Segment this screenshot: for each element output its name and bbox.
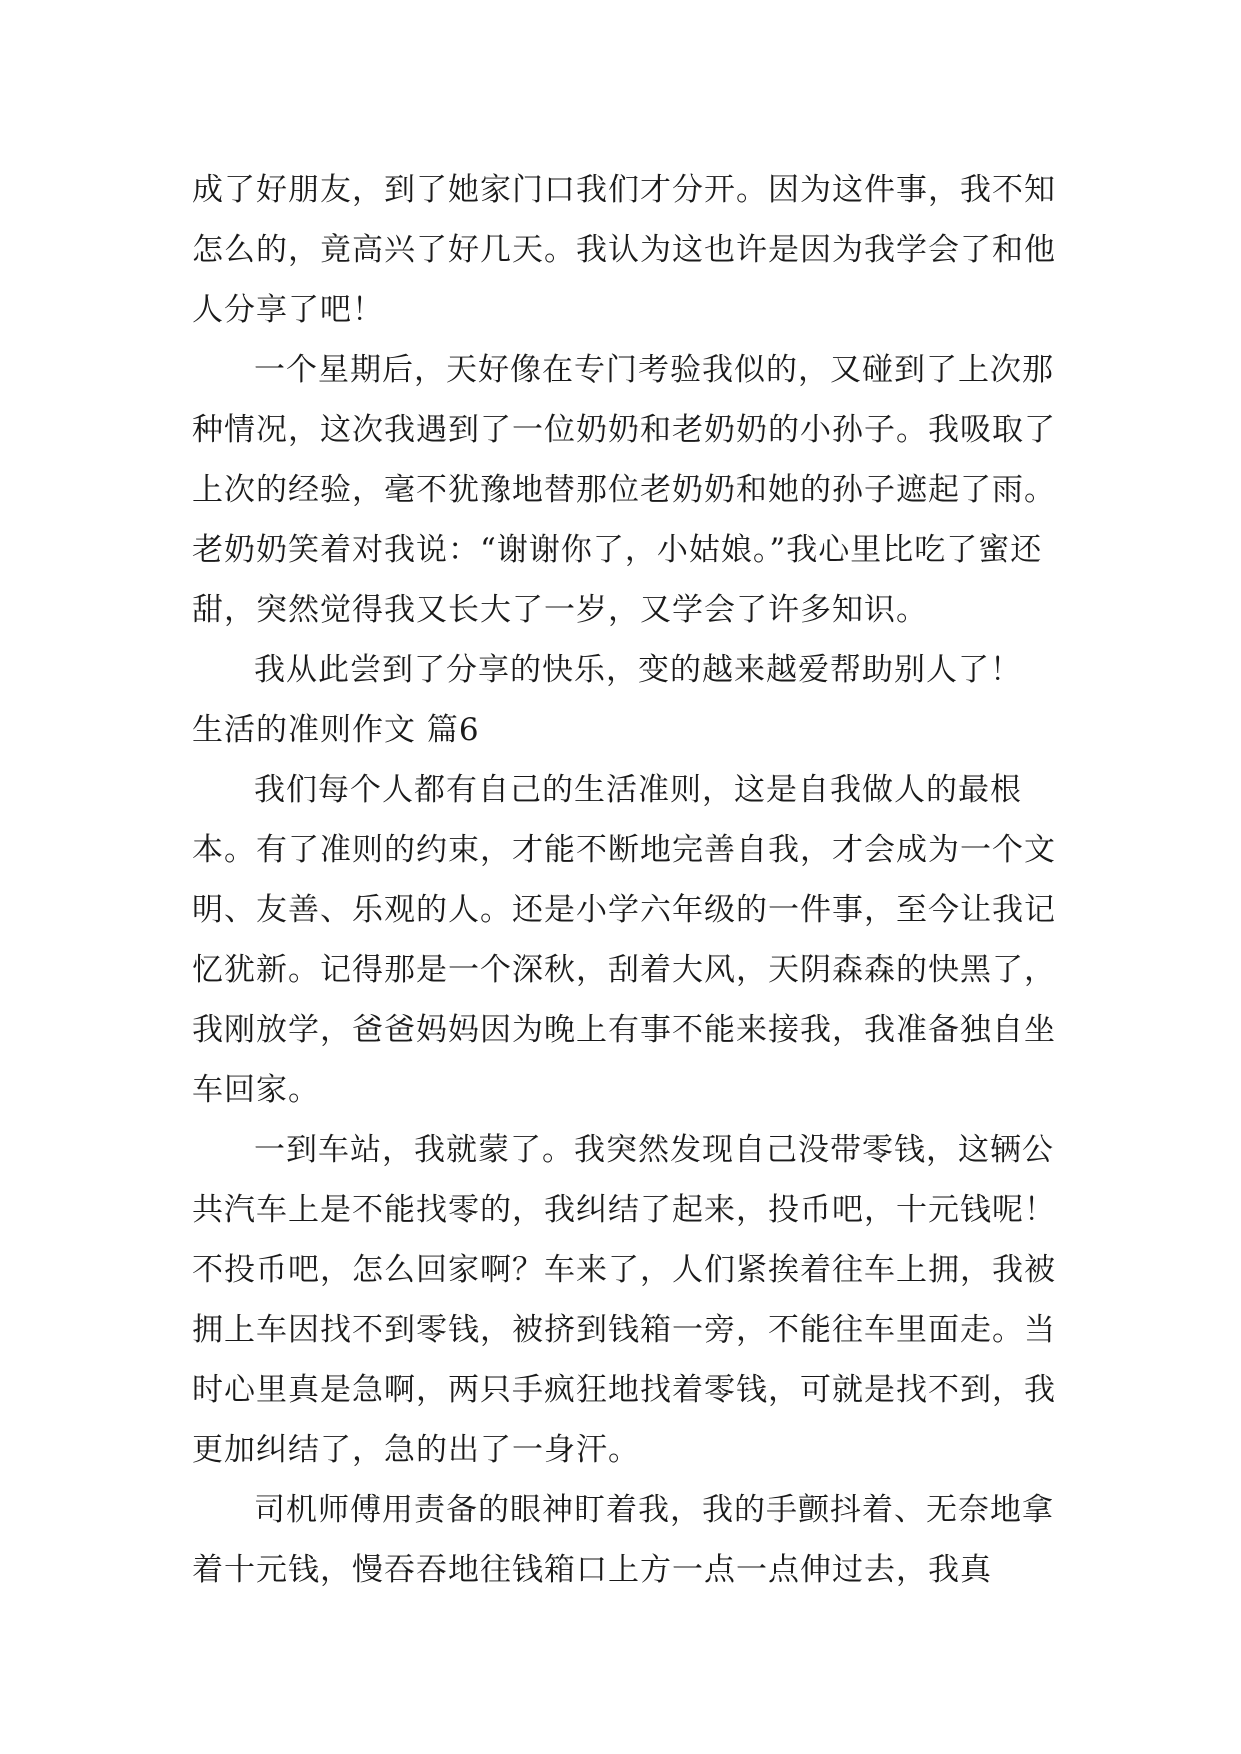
paragraph: 一个星期后，天好像在专门考验我似的，又碰到了上次那种情况，这次我遇到了一位奶奶和老奶奶的小孙子。我吸取了上次的经验，毫不犹豫地替那位老奶奶和她的孙子遮起了雨。老奶奶笑着对我说：“谢谢你了，小姑娘。”我心里比吃了蜜还甜，突然觉得我又长大了一岁，又学会了许多知识。 bbox=[192, 352, 1056, 628]
paragraph: 成了好朋友，到了她家门口我们才分开。因为这件事，我不知怎么的，竟高兴了好几天。我认为这也许是因为我学会了和他人分享了吧！ bbox=[192, 172, 1056, 328]
paragraph: 司机师傅用责备的眼神盯着我，我的手颤抖着、无奈地拿着十元钱，慢吞吞地往钱箱口上方一点一点伸过去，我真 bbox=[192, 1492, 1054, 1588]
document-page bbox=[192, 160, 1060, 1600]
paragraph: 一到车站，我就蒙了。我突然发现自己没带零钱，这辆公共汽车上是不能找零的，我纠结了起来，投币吧，十元钱呢！不投币吧，怎么回家啊？车来了，人们紧挨着往车上拥，我被拥上车因找不到零钱，被挤到钱箱一旁，不能往车里面走。当时心里真是急啊，两只手疯狂地找着零钱，可就是找不到，我更加纠结了，急的出了一身汗。 bbox=[192, 1132, 1056, 1468]
section-title: 生活的准则作文 篇6 bbox=[192, 712, 480, 748]
paragraph: 我从此尝到了分享的快乐，变的越来越爱帮助别人了！ bbox=[254, 652, 1022, 688]
paragraph: 我们每个人都有自己的生活准则，这是自我做人的最根本。有了准则的约束，才能不断地完善自我，才会成为一个文明、友善、乐观的人。还是小学六年级的一件事，至今让我记忆犹新。记得那是一个深秋，刮着大风，天阴森森的快黑了，我刚放学，爸爸妈妈因为晚上有事不能来接我，我准备独自坐车回家。 bbox=[192, 772, 1056, 1108]
